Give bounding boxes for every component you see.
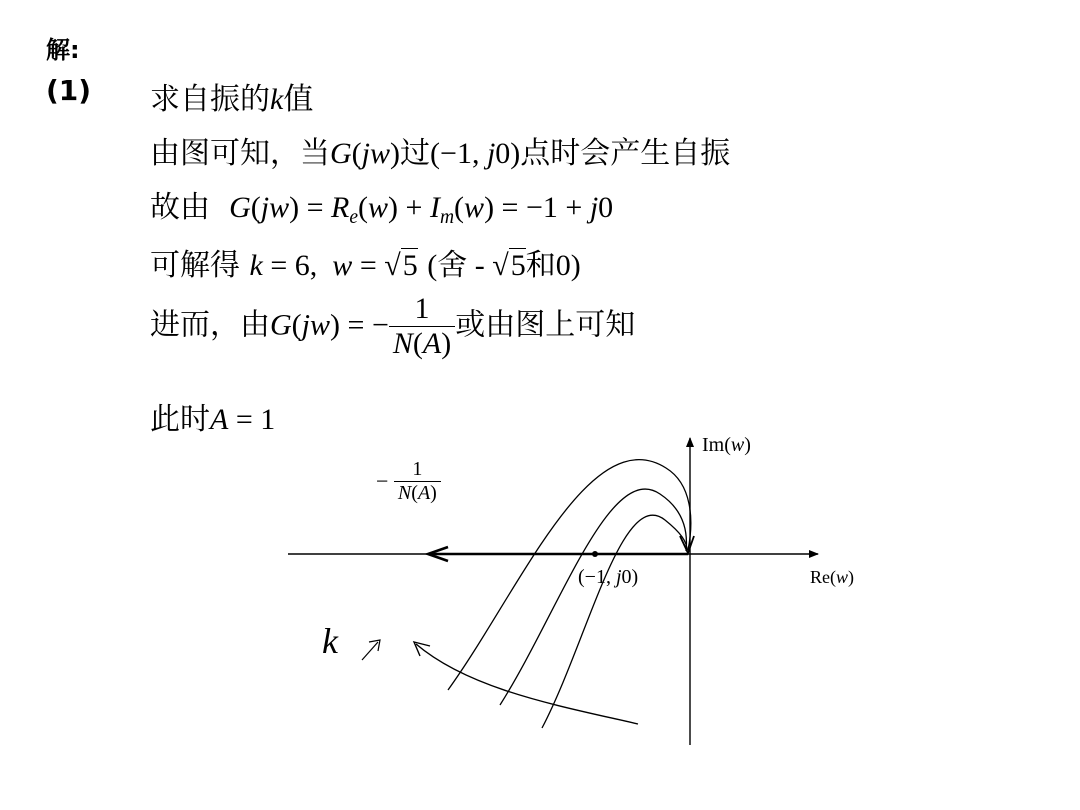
k-direction-arrow [416,644,638,724]
step-label: (1) [46,74,92,107]
heading: 解: [46,36,80,64]
line-2: 由图可知，当G(jw)过(−1, j0)点时会产生自振 [150,136,731,171]
critical-point-label: (−1, j0) [578,566,639,588]
describing-function-label: − $\frac{1}{N(A)}$ [376,458,441,505]
line-4: 可解得 k = 6, w = √5 (舍 - √5和0) [150,248,581,283]
line-6: 此时A = 1 [150,402,276,437]
k-label: k [322,621,338,661]
line-3: 故由 $G(jw) = R_e(w) + I_m(w) = -1 + j0$ [150,190,614,228]
fraction: $\frac{1}{N(A)}$ [389,292,455,361]
critical-point [592,551,598,557]
re-axis-label: Re(w) [810,567,855,587]
line-1-text: 求自振的k值 [150,82,314,117]
k-small-arrow [362,642,378,660]
nyquist-curve-3 [542,515,687,728]
im-axis-label: Im(w) [702,434,751,456]
line-5: 进而，由G(jw) = − $\frac{1}{N(A)}$ 或由图上可知 [150,292,636,360]
nyquist-curve-2 [500,489,686,705]
nyquist-curve-1 [448,460,691,690]
